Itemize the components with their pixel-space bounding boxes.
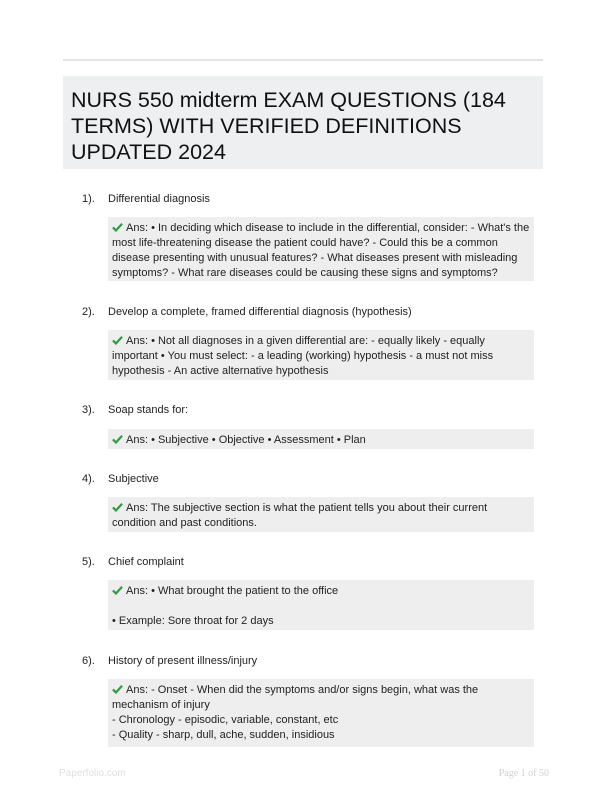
- question-text: Differential diagnosis: [108, 193, 210, 205]
- question-text: Soap stands for:: [108, 404, 189, 416]
- answer-box-2: [108, 330, 534, 380]
- answer-box-6: [108, 679, 534, 747]
- top-divider: [63, 59, 543, 61]
- question-text: Subjective: [108, 473, 159, 485]
- check-icon: [112, 684, 123, 694]
- answer-text: Ans: • Subjective • Objective • Assessment • Plan: [126, 434, 366, 446]
- question-text: Develop a complete, framed differential diagnosis (hypothesis): [108, 306, 412, 318]
- document-title: NURS 550 midterm EXAM QUESTIONS (184 TERMS) WITH VERIFIED DEFINITIONS UPDATED 2024: [71, 88, 506, 164]
- answer-text: Ans: The subjective section is what the patient tells you about their current condition and past conditions.: [112, 502, 488, 529]
- question-number: 4).: [82, 473, 95, 485]
- answer-text: - Chronology - episodic, variable, constant, etc: [112, 714, 339, 726]
- check-icon: [112, 222, 123, 232]
- check-icon: [112, 585, 123, 595]
- question-text: History of present illness/injury: [108, 655, 258, 667]
- footer-watermark: Paperfolio.com: [59, 768, 126, 779]
- answer-text: • Example: Sore throat for 2 days: [112, 615, 274, 627]
- check-icon: [112, 335, 123, 345]
- answer-box-1: [108, 217, 534, 281]
- title-banner: [63, 76, 543, 169]
- check-icon: [112, 434, 123, 444]
- answer-box-5: [108, 580, 534, 630]
- answer-text: Ans: - Onset - When did the symptoms and/or signs begin, what was the mechanism of injury: [112, 684, 479, 711]
- answer-text: Ans: • What brought the patient to the office: [126, 585, 339, 597]
- check-icon: [112, 502, 123, 512]
- question-number: 6).: [82, 655, 95, 667]
- question-number: 1).: [82, 193, 95, 205]
- question-number: 5).: [82, 556, 95, 568]
- answer-box-4: [108, 497, 534, 532]
- answer-text: Ans: • Not all diagnoses in a given differential are: - equally likely - equally important • You must select: - a leading (working) hypothesis - a must not miss hypothesis - An active alternative hypothesis: [112, 335, 494, 377]
- question-text: Chief complaint: [108, 556, 184, 568]
- question-number: 3).: [82, 404, 95, 416]
- answer-text: - Quality - sharp, dull, ache, sudden, insidious: [112, 729, 335, 741]
- answer-spacer: [112, 599, 530, 614]
- question-number: 2).: [82, 306, 95, 318]
- answer-text: Ans: • In deciding which disease to include in the differential, consider: - What's the most life-threatening disease the patient could have? - Could this be a common disease presenting with unusual features? - What diseases present with misleading symptoms? - What rare diseases could be causing these signs and symptoms?: [112, 222, 530, 279]
- answer-box-3: [108, 429, 534, 449]
- page-number: Page 1 of 50: [498, 768, 549, 779]
